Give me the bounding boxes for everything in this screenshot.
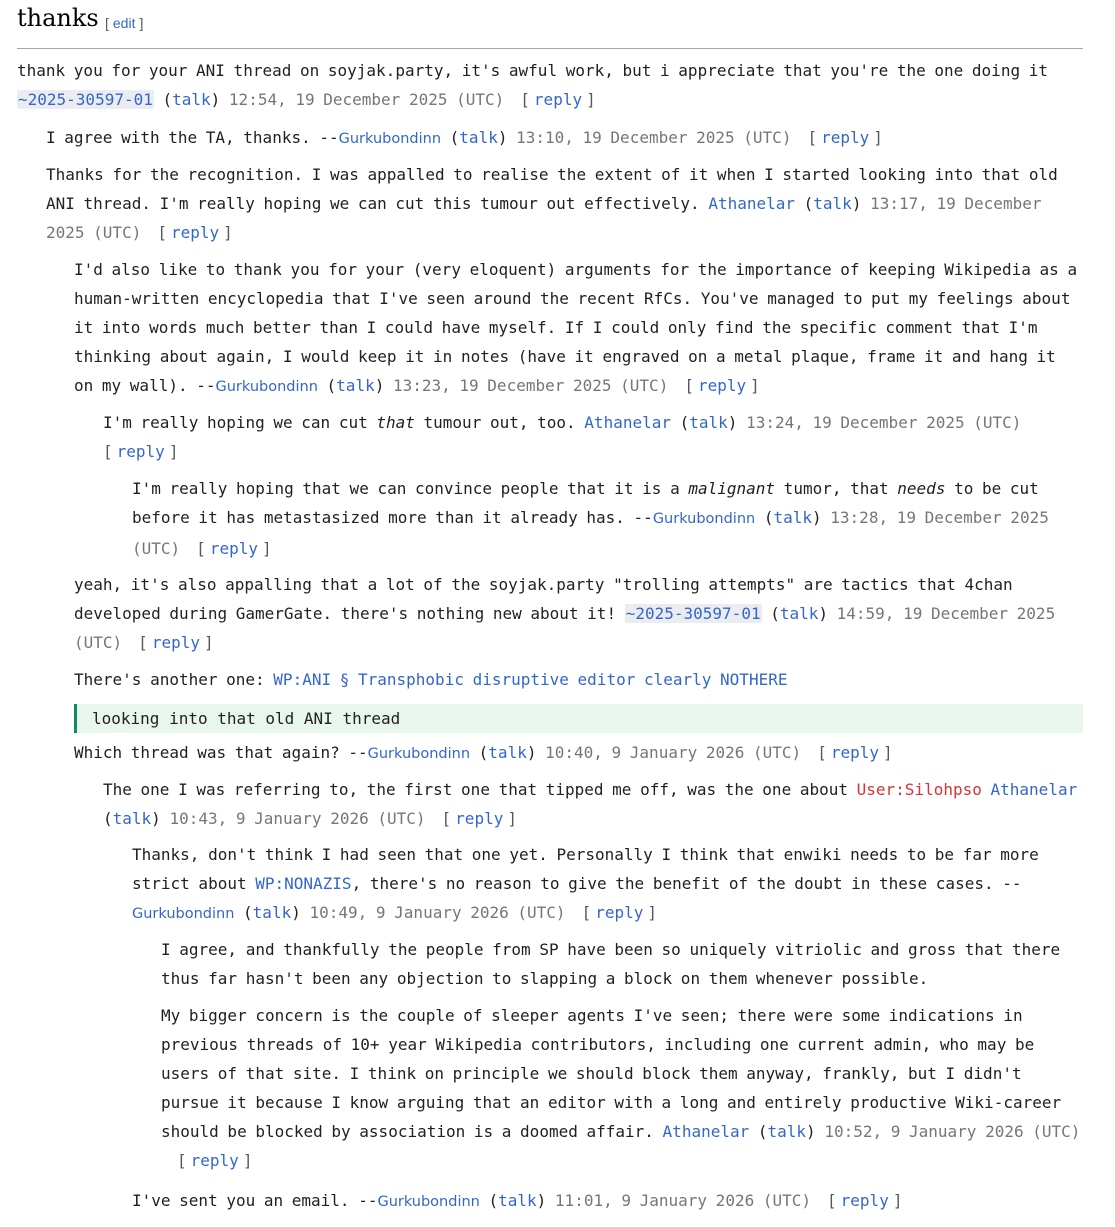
section-title: thanks [17,4,99,32]
reply-button[interactable]: reply [821,128,870,147]
talk-link[interactable]: talk [172,90,211,109]
comment-text: I'm really hoping we can cut [103,413,377,432]
quote-block: looking into that old ANI thread [74,704,1083,733]
emphasis: that [376,413,415,432]
reply-bracket: [ reply ] [157,223,233,242]
reply-button[interactable]: reply [455,809,504,828]
signature-prefix: -- [1002,874,1022,893]
comment: Which thread was that again? --Gurkubondinn (talk) 10:40, 9 January 2026 (UTC) [ reply ] [74,743,893,762]
comment: I've sent you an email. --Gurkubondinn (talk) 11:01, 9 January 2026 (UTC) [ reply ] [132,1191,903,1210]
comment-text: I agree with the TA, thanks. -- [46,128,339,147]
talk-link[interactable]: talk [689,413,728,432]
talk-link[interactable]: talk [336,376,375,395]
user-link[interactable]: ~2025-30597-01 [18,90,153,109]
section-edit-bracket: [ edit ] [105,15,144,31]
emphasis: malignant [688,479,776,498]
emphasis: needs [897,479,946,498]
reply-bracket: [ reply ] [177,1151,253,1170]
user-link[interactable]: Gurkubondinn [338,131,442,147]
comment: My bigger concern is the couple of sleeper agents I've seen; there were some indications in previous threads of 10+ year Wikipedia contributors, including one current admin, who may be users of that site. I think on principle we should block them anyway, frankly, but I didn't pursue it because I know arguing that an editor with a long and entirely productive Wiki-career should be blocked by association is a doomed affair. Athanelar (talk) 10:52, 9 January 2026 (UTC)[ reply ] [161,1006,1081,1170]
comment-text: to be cut before it has metastasized more than it already has. -- [132,479,1039,527]
reply-bracket: [ reply ] [138,633,214,652]
user-link[interactable]: Gurkubondinn [377,1194,480,1210]
user-silohpso-link[interactable]: User:Silohpso [856,780,982,799]
timestamp: 13:10, 19 December 2025 (UTC) [516,128,792,147]
timestamp: 13:28, 19 December 2025 (UTC) [132,508,1049,558]
timestamp: 10:52, 9 January 2026 (UTC) [824,1122,1081,1141]
reply-button[interactable]: reply [830,743,879,762]
talk-link[interactable]: talk [767,1122,807,1141]
timestamp: 14:59, 19 December 2025 (UTC) [74,604,1056,652]
talk-link[interactable]: talk [488,743,527,762]
reply-button[interactable]: reply [170,223,220,242]
comment [161,935,1083,993]
comment: Thanks, don't think I had seen that one yet. Personally I think that enwiki needs to be far more strict about WP:NONAZIS, there's no reason to give the benefit of the doubt in these cases. --Gurkubondinn (talk) 10:49, 9 January 2026 (UTC) [ reply ] [132,845,1039,922]
comment [74,665,1083,694]
comment-text: thank you for your ANI thread on soyjak.party, it's awful work, but i appreciate that you're the one doing it [17,61,1048,80]
ani-thread-link[interactable]: WP:ANI § Transphobic disruptive editor clearly NOTHERE [273,670,788,689]
talk-page [17,0,1083,1210]
reply-button[interactable]: reply [116,442,165,461]
comment-text: I'm really hoping that we can convince people that it is a [132,479,689,498]
reply-bracket: [ reply ] [827,1191,903,1210]
nonazis-link[interactable]: WP:NONAZIS [255,874,352,893]
user-link[interactable]: Athanelar [662,1122,750,1141]
reply-button[interactable]: reply [840,1191,889,1210]
comment: I'm really hoping we can cut that tumour out, too. Athanelar (talk) 13:24, 19 December 2025 (UTC)[ reply ] [103,413,1022,461]
comment-text: Thanks, don't think I had seen that one yet. Personally I think that enwiki needs to be far more strict about [132,845,1039,893]
comment-text: tumor, that [775,479,898,498]
timestamp: 12:54, 19 December 2025 (UTC) [228,90,505,109]
comment-text: , there's no reason to give the benefit of the doubt in these cases. [351,874,994,893]
reply-button[interactable]: reply [151,633,200,652]
user-link[interactable]: Athanelar [990,780,1078,799]
talk-link[interactable]: talk [773,508,813,527]
timestamp: 10:43, 9 January 2026 (UTC) [169,809,426,828]
comment: thank you for your ANI thread on soyjak.party, it's awful work, but i appreciate that you're the one doing it ~2025-30597-01 (talk) 12:54, 19 December 2025 (UTC) [ reply ] [17,61,1048,109]
reply-button[interactable]: reply [209,539,258,558]
user-link[interactable]: ~2025-30597-01 [625,604,761,623]
comment-text: The one I was referring to, the first one that tipped me off, was the one about [103,780,848,799]
reply-bracket: [ reply ] [441,809,517,828]
reply-bracket: [ reply ] [520,90,596,109]
talk-link[interactable]: talk [112,809,152,828]
user-link[interactable]: Athanelar [708,194,796,213]
reply-bracket: [ reply ] [103,442,179,461]
comment-text: Thanks for the recognition. I was appalled to realise the extent of it when I started looking into that old ANI thread. I'm really hoping we can cut this tumour out effectively. [46,165,1058,213]
comment: yeah, it's also appalling that a lot of the soyjak.party "trolling attempts" are tactics that 4chan developed during GamerGate. there's nothing new about it! ~2025-30597-01 (talk) 14:59, 19 December 2025 (UTC) [ reply ] [74,575,1056,652]
reply-button[interactable]: reply [533,90,583,109]
comment-text: There's another one: [74,670,265,689]
section-heading [17,0,1083,49]
reply-button[interactable]: reply [595,903,644,922]
reply-button[interactable]: reply [190,1151,239,1170]
talk-link[interactable]: talk [813,194,852,213]
comment: The one I was referring to, the first one that tipped me off, was the one about User:Silohpso Athanelar (talk) 10:43, 9 January 2026 (UTC) [ reply ] [103,780,1078,828]
timestamp: 10:49, 9 January 2026 (UTC) [309,903,566,922]
comment: Thanks for the recognition. I was appalled to realise the extent of it when I started looking into that old ANI thread. I'm really hoping we can cut this tumour out effectively. Athanelar (talk) 13:17, 19 December 2025 (UTC) [ reply ] [46,165,1058,242]
user-link[interactable]: Gurkubondinn [132,906,235,922]
timestamp: 11:01, 9 January 2026 (UTC) [554,1191,812,1210]
timestamp: 13:23, 19 December 2025 (UTC) [392,376,669,395]
comment-text: I've sent you an email. -- [132,1191,378,1210]
comment-text: My bigger concern is the couple of sleeper agents I've seen; there were some indications in previous threads of 10+ year Wikipedia contributors, including one current admin, who may be users of that site. I think on principle we should block them anyway, frankly, but I didn't pursue it because I know arguing that an editor with a long and entirely productive Wiki-career should be blocked by association is a doomed affair. [161,1006,1062,1141]
reply-bracket: [ reply ] [684,376,760,395]
comment: I'm really hoping that we can convince people that it is a malignant tumor, that needs to be cut before it has metastasized more than it already has. --Gurkubondinn (talk) 13:28, 19 December 2025 (UTC) [ reply ] [132,479,1049,558]
talk-link[interactable]: talk [779,604,819,623]
comment-text: Which thread was that again? -- [74,743,368,762]
user-link[interactable]: Athanelar [584,413,671,432]
reply-bracket: [ reply ] [817,743,893,762]
comment: I agree with the TA, thanks. --Gurkubondinn (talk) 13:10, 19 December 2025 (UTC) [ reply ] [46,128,883,147]
user-link[interactable]: Gurkubondinn [652,511,756,527]
timestamp: 13:17, 19 December 2025 (UTC) [46,194,1042,242]
section-edit-link[interactable]: edit [112,15,136,31]
talk-link[interactable]: talk [498,1191,537,1210]
comment-text: I'd also like to thank you for your (very eloquent) arguments for the importance of keeping Wikipedia as a human-written encyclopedia that I've seen around the recent RfCs. You've managed to put my feelings about it into words much better than I could have myself. If I could only find the specific comment that I'm thinking about again, I would keep it in notes (have it engraved on a metal plaque, frame it and hang it on my wall). -- [74,260,1078,395]
comment: I'd also like to thank you for your (very eloquent) arguments for the importance of keeping Wikipedia as a human-written encyclopedia that I've seen around the recent RfCs. You've managed to put my feelings about it into words much better than I could have myself. If I could only find the specific comment that I'm thinking about again, I would keep it in notes (have it engraved on a metal plaque, frame it and hang it on my wall). --Gurkubondinn (talk) 13:23, 19 December 2025 (UTC) [ reply ] [74,260,1078,395]
reply-bracket: [ reply ] [581,903,658,922]
reply-button[interactable]: reply [697,376,747,395]
user-link[interactable]: Gurkubondinn [367,746,471,762]
timestamp: 13:24, 19 December 2025 (UTC) [746,413,1022,432]
timestamp: 10:40, 9 January 2026 (UTC) [545,743,802,762]
comment-text: yeah, it's also appalling that a lot of the soyjak.party "trolling attempts" are tactics that 4chan developed during GamerGate. there's nothing new about it! [74,575,1013,623]
comment-text: I agree, and thankfully the people from SP have been so uniquely vitriolic and gross that there thus far hasn't been any objection to slapping a block on them whenever possible. [161,940,1061,988]
reply-bracket: [ reply ] [196,539,272,558]
talk-link[interactable]: talk [459,128,498,147]
talk-link[interactable]: talk [252,903,292,922]
reply-bracket: [ reply ] [807,128,883,147]
comment-text: tumour out, too. [414,413,576,432]
user-link[interactable]: Gurkubondinn [215,379,318,395]
